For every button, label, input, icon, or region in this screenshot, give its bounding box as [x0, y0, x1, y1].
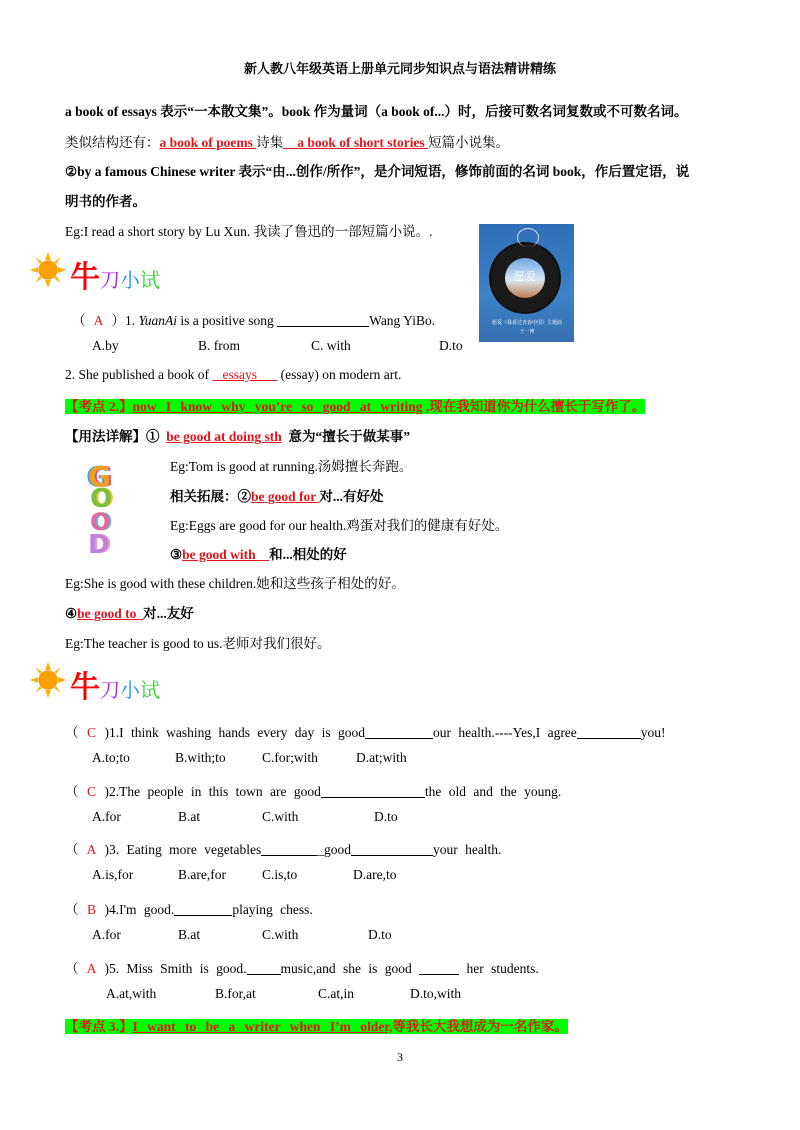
answer-letter: A	[86, 842, 97, 857]
option-c: C.is,to	[262, 867, 298, 882]
answer-blank-2[interactable]	[419, 960, 459, 975]
answer-blank-1[interactable]	[247, 960, 281, 975]
paragraph-similar-structures	[65, 131, 509, 151]
usage-good-to: ④be good to 对...友好	[65, 606, 194, 621]
option-c: C.at,in	[318, 986, 354, 1001]
answer-letter: B	[86, 902, 96, 917]
good-letter-o1: O	[90, 484, 113, 514]
answer-be-good-with: be good with	[182, 547, 259, 562]
kaodian-3-translation: 等我长大我想成为一名作家。	[392, 1019, 568, 1034]
kaodian-2-sentence: now I know why you’re so good at writing	[132, 399, 423, 414]
answer-blank-1[interactable]	[261, 841, 317, 856]
ex2-question-5: （ A )5. Miss Smith is good. music,and she is good her students.	[65, 961, 539, 976]
option-d: D.to	[374, 809, 398, 824]
ex1-question-1: （ A ）1. YuanAi is a positive song Wang YiBo.	[72, 313, 436, 328]
usage-extension: 相关拓展：②be good for 对...有好处	[170, 489, 384, 504]
option-a: A.is,for	[92, 867, 134, 882]
option-c: C.with	[262, 927, 299, 942]
kaodian-3-tag: 【考点 3.】	[65, 1019, 133, 1034]
option-b: B. from	[198, 338, 240, 353]
good-letter-d: D	[88, 530, 110, 560]
option-a: A.for	[92, 927, 121, 942]
kaodian-2	[65, 395, 645, 415]
title-char-niu: 牛	[70, 260, 100, 295]
answer-letter: C	[86, 784, 96, 799]
option-a: A.at,with	[106, 986, 157, 1001]
title-char-dao: 刀	[100, 270, 120, 292]
title-char-dao: 刀	[100, 680, 120, 702]
ex2-question-3: （ A )3. Eating more vegetables _good your health.	[65, 842, 502, 857]
album-title: 愿爱	[514, 270, 536, 283]
title-char-niu: 牛	[70, 670, 100, 705]
sun-icon	[30, 662, 66, 698]
title-char-shi: 试	[140, 270, 160, 292]
song-title: YuanAi	[138, 313, 178, 328]
kaodian-2-translation: ,现在我知道你为什么擅长于写作了。	[422, 399, 646, 414]
option-b: B.at	[178, 927, 201, 942]
option-c: C.for;with	[262, 750, 318, 765]
answer-letter: A	[93, 313, 104, 328]
option-a: A.for	[92, 809, 121, 824]
page-number: 3	[397, 1050, 403, 1064]
usage-good-with: ③be good with 和...相处的好	[170, 547, 347, 562]
usage-detail: 【用法详解】① be good at doing sth 意为“擅长于做某事”	[65, 429, 411, 444]
option-b: B.are,for	[178, 867, 226, 882]
ex2-question-1: （ C )1.I think washing hands every day is good our health.----Yes,I agree you!	[65, 725, 666, 740]
answer-be-good-for: be good for	[251, 489, 320, 504]
vinyl-record-icon	[491, 244, 559, 312]
title-char-xiao: 小	[120, 270, 140, 292]
option-d: D.to,with	[410, 986, 462, 1001]
answer-fill-essays: essays	[222, 367, 257, 382]
usage-example-1: Eg:Tom is good at running.汤姆擅长奔跑。	[170, 459, 413, 474]
option-d: D.are,to	[353, 867, 397, 882]
explanation-text: 表示“一本散文集”。book 作为量词（a book of...）时，后接可数名词复数或不可数名词。	[156, 104, 688, 119]
label-similar: 类似结构还有：	[65, 135, 160, 150]
answer-fill-short-stories: a book of short stories	[297, 135, 429, 150]
paragraph-by-writer-line1: ②by a famous Chinese writer 表示“由...创作/所作”，是介词短语，修饰前面的名词 book，作后置定语，说	[65, 164, 690, 179]
answer-blank[interactable]	[277, 312, 369, 327]
answer-fill-poems: a book of poems	[159, 135, 257, 150]
option-c: C. with	[311, 338, 351, 353]
usage-example-3: Eg:She is good with these children.她和这些孩子相处的好。	[65, 576, 405, 591]
answer-blank[interactable]	[321, 783, 425, 798]
usage-example-2: Eg:Eggs are good for our health.鸡蛋对我们的健康有好处。	[170, 518, 509, 533]
good-letter-o2: O	[90, 508, 111, 536]
kaodian-2-tag: 【考点 2.】	[65, 399, 133, 414]
answer-blank-1[interactable]	[365, 724, 433, 739]
usage-example-4: Eg:The teacher is good to us.老师对我们很好。	[65, 636, 331, 651]
option-b: B.with;to	[175, 750, 226, 765]
album-small-text: 王一博	[519, 329, 535, 335]
album-caption: 愿爱《我看过青春中国》主题曲	[491, 320, 562, 326]
answer-blank-2[interactable]	[351, 841, 433, 856]
paragraph-by-writer-line2: 明书的作者。	[65, 194, 146, 209]
sun-icon	[30, 252, 66, 288]
answer-be-good-at: be good at doing sth	[166, 429, 282, 444]
ex2-question-2: （ C )2.The people in this town are good the old and the young.	[65, 784, 562, 799]
title-char-xiao: 小	[120, 680, 140, 702]
paragraph-book-of-essays	[65, 100, 688, 120]
text-poems-cn: 诗集	[256, 135, 284, 150]
option-b: B.at	[178, 809, 201, 824]
page-header: 新人教八年级英语上册单元同步知识点与语法精讲精练	[243, 62, 556, 77]
kaodian-3-sentence: I want to be a writer when I’m older,	[132, 1019, 393, 1034]
good-word-art	[80, 460, 132, 560]
text-short-stories-cn: 短篇小说集。	[428, 135, 510, 150]
term-a-book-of-essays: a book of essays	[65, 104, 157, 119]
option-d: D.to	[368, 927, 392, 942]
example-lu-xun: Eg:I read a short story by Lu Xun. 我读了鲁迅的一部短篇小说。.	[65, 224, 433, 239]
answer-letter: A	[86, 961, 97, 976]
option-a: A.by	[92, 338, 119, 353]
answer-letter: C	[86, 725, 96, 740]
option-b: B.for,at	[215, 986, 256, 1001]
option-c: C.with	[262, 809, 299, 824]
answer-blank[interactable]	[174, 901, 232, 916]
album-cover-image	[479, 224, 574, 342]
option-d: D.at;with	[356, 750, 407, 765]
ex1-question-2: 2. She published a book of essays (essay) on modern art.	[65, 367, 402, 382]
ex2-question-4: （ B )4.I'm good. playing chess.	[65, 902, 313, 917]
option-a: A.to;to	[92, 750, 130, 765]
good-letter-g: G	[88, 460, 111, 493]
option-d: D.to	[439, 338, 463, 353]
title-char-shi: 试	[140, 680, 160, 702]
kaodian-3	[65, 1015, 568, 1035]
answer-blank-2[interactable]	[577, 724, 641, 739]
answer-be-good-to: be good to	[77, 606, 140, 621]
